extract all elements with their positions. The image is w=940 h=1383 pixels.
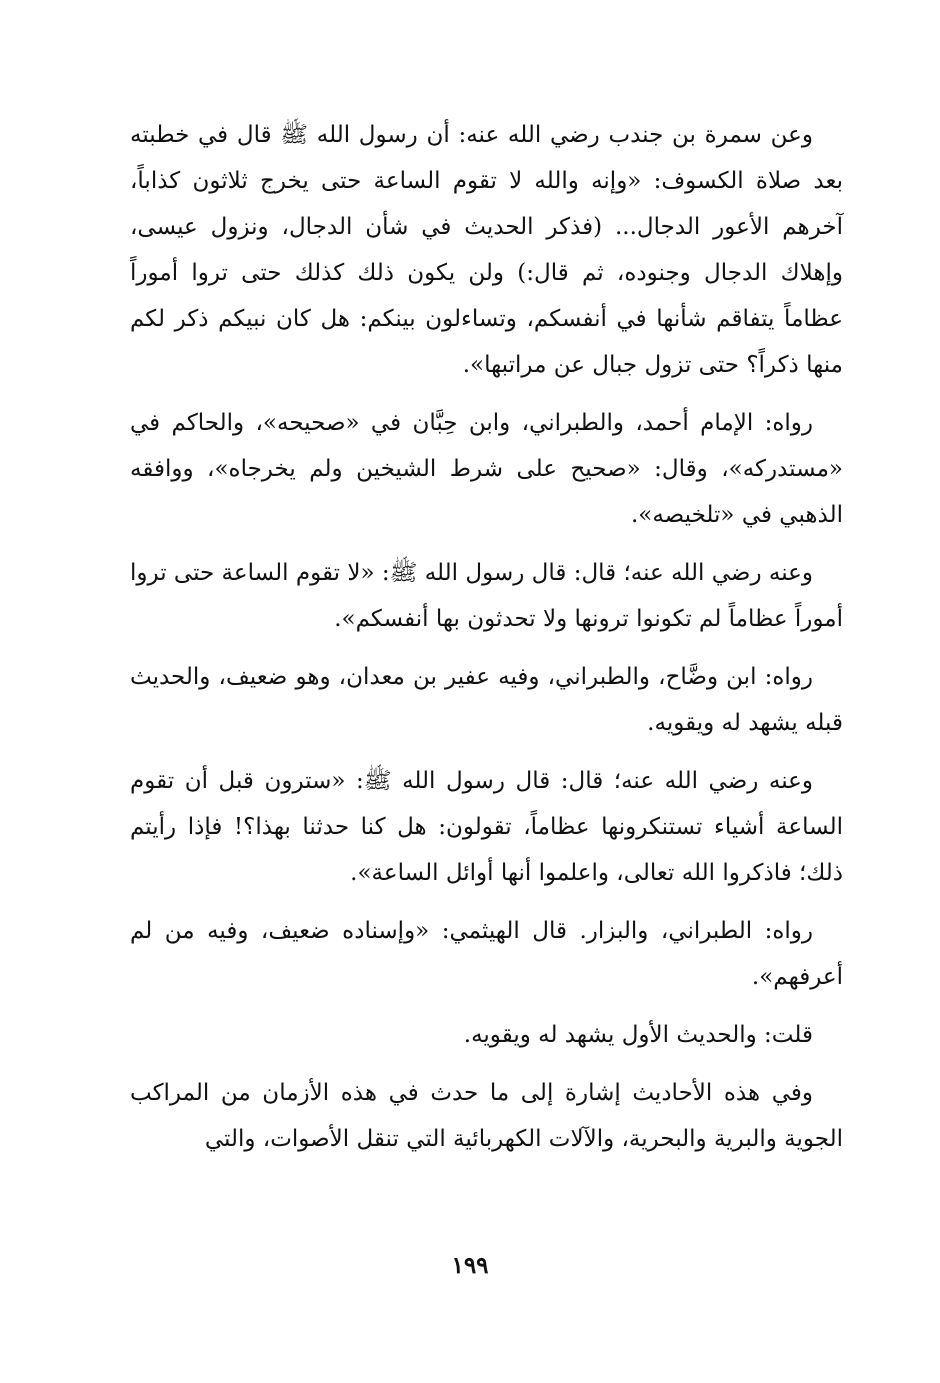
paragraph: وعن سمرة بن جندب رضي الله عنه: أن رسول الله ﷺ قال في خطبته بعد صلاة الكسوف: «وإنه والله لا تقوم الساعة حتى يخرج ثلاثون كذاباً، آخرهم الأعور الدجال... (فذكر الحديث في شأن الدجال، ونزول عيسى، وإهلاك الدجال وجنوده، ثم قال:) ولن يكون ذلك كذلك حتى تروا أموراً عظاماً يتفاقم شأنها في أنفسكم، وتساءلون بينكم: هل كان نبيكم ذكر لكم منها ذكراً؟ حتى تزول جبال عن مراتبها». — [130, 122, 843, 378]
page-number: ١٩٩ — [451, 1252, 489, 1279]
paragraph: رواه: الإمام أحمد، والطبراني، وابن حِبَّان في «صحيحه»، والحاكم في «مستدركه»، وقال: «صحيح على شرط الشيخين ولم يخرجاه»، ووافقه الذهبي في «تلخيصه». — [130, 410, 843, 528]
paragraph: قلت: والحديث الأول يشهد له ويقويه. — [463, 1022, 813, 1048]
paragraph: وعنه رضي الله عنه؛ قال: قال رسول الله ﷺ: «سترون قبل أن تقوم الساعة أشياء تستنكرونها عظاماً، تقولون: هل كنا حدثنا بهذا؟! فإذا رأيتم ذلك؛ فاذكروا الله تعالى، واعلموا أنها أوائل الساعة». — [130, 768, 843, 886]
paragraph: رواه: ابن وضَّاح، والطبراني، وفيه عفير بن معدان، وهو ضعيف، والحديث قبله يشهد له ويقويه. — [130, 664, 843, 736]
paragraph: وعنه رضي الله عنه؛ قال: قال رسول الله ﷺ: «لا تقوم الساعة حتى تروا أموراً عظاماً لم تكونوا ترونها ولا تحدثون بها أنفسكم». — [130, 560, 843, 632]
paragraph: رواه: الطبراني، والبزار. قال الهيثمي: «وإسناده ضعيف، وفيه من لم أعرفهم». — [130, 918, 843, 990]
page-body — [130, 112, 843, 1174]
paragraph: وفي هذه الأحاديث إشارة إلى ما حدث في هذه الأزمان من المراكب الجوية والبرية والبحرية، والآلات الكهربائية التي تنقل الأصوات، والتي — [130, 1080, 843, 1152]
